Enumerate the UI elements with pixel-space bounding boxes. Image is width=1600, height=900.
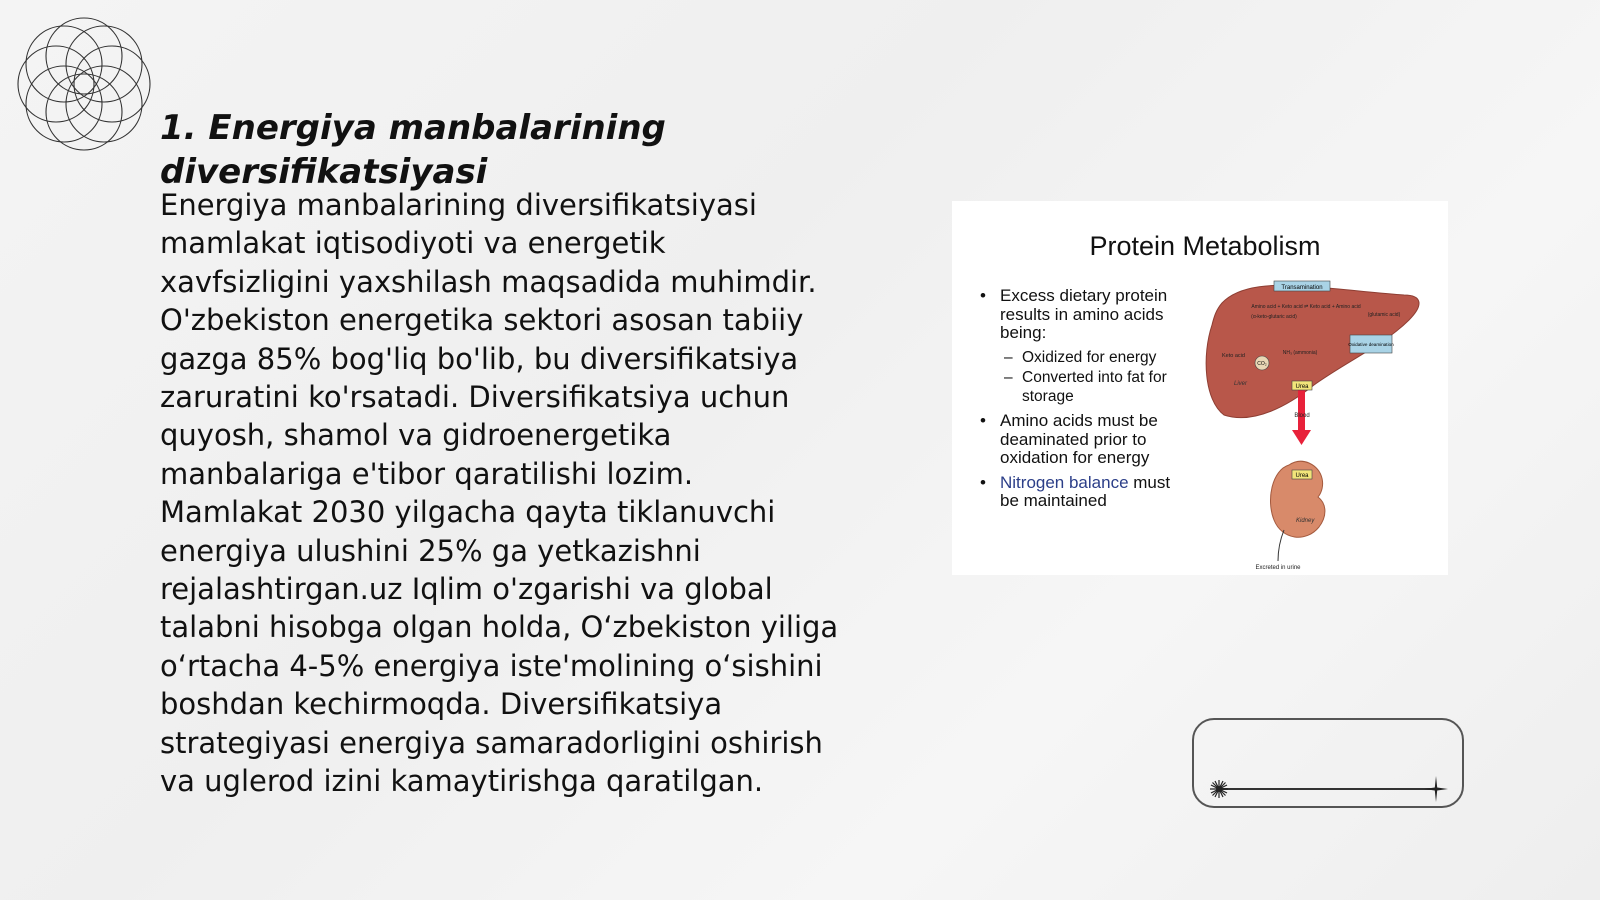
label-nh3: NH₃ (ammonia) [1282,350,1318,356]
nitrogen-balance-highlight: Nitrogen balance [1000,472,1129,492]
figure-bullet: • Excess dietary protein results in amino acids being: [980,287,1192,343]
label-blood: Blood [1294,413,1310,419]
label-glutamic: (glutamic acid) [1367,312,1401,318]
decorative-slider-box [1192,718,1464,808]
label-oxidative: Oxidative deamination [1348,342,1394,347]
figure-bullet-list [980,287,1192,517]
ureter-line [1278,530,1284,561]
blood-arrow-head [1292,430,1311,445]
sun-burst-icon [1208,778,1230,800]
slide-title: 1. Energiya manbalarining diversifikatsiyasi [160,108,666,192]
label-keto-acid: Keto acid [1222,353,1245,359]
label-excreted: Excreted in urine [1255,565,1301,571]
label-keto-glutaric: (α-keto-glutaric acid) [1251,314,1297,320]
figure-title: Protein Metabolism [1089,231,1321,261]
label-kidney: Kidney [1296,518,1315,524]
liver-kidney-diagram [1194,265,1444,575]
label-co2: CO₂ [1257,361,1267,367]
label-amino-keto: Amino acid + Keto acid ⇌ Keto acid + Amino acid [1251,304,1361,310]
slider-line [1218,788,1436,790]
label-urea-liver: Urea [1295,384,1309,390]
interlocking-circles-icon [10,10,158,158]
blood-arrow-shaft [1298,390,1305,432]
slide-body-text: Energiya manbalarining diversifikatsiyasi mamlakat iqtisodiyoti va energetik xavfsizligini yaxshilash maqsadida muhimdir. O'zbekiston energetika sektori asosan tabiiy gazga 85% bog'liq bo'lib, bu diversifikatsiya zaruratini ko'rsatadi. Diversifikatsiya uchun quyosh, shamol va gidroenergetika manbalariga e'tibor qaratilishi lozim. Mamlakat 2030 yilgacha qayta tiklanuvchi energiya ulushini 25% ga yetkazishni rejalashtirgan.uz Iqlim o'zgarishi va global talabni hisobga olgan holda, O‘zbekiston yiliga o‘rtacha 4-5% energiya iste'molining o‘sishini boshdan kechirmoqda. Diversifikatsiya strategiyasi energiya samaradorligini oshirish va uglerod izini kamaytirishga qaratilgan. [160,188,839,799]
label-transamination: Transamination [1281,285,1323,291]
sparkle-star-icon [1424,776,1448,802]
figure-sub-bullet: – Converted into fat for storage [980,369,1192,406]
figure-sub-bullet: – Oxidized for energy [980,349,1192,368]
figure-bullet: • Amino acids must be deaminated prior to oxidation for energy [980,412,1192,468]
nitrogen-balance-rest: must be maintained [1000,472,1171,510]
label-liver: Liver [1234,381,1248,387]
protein-metabolism-figure [952,201,1448,575]
label-urea-kidney: Urea [1295,473,1309,479]
figure-bullet-nitrogen [980,474,1192,511]
